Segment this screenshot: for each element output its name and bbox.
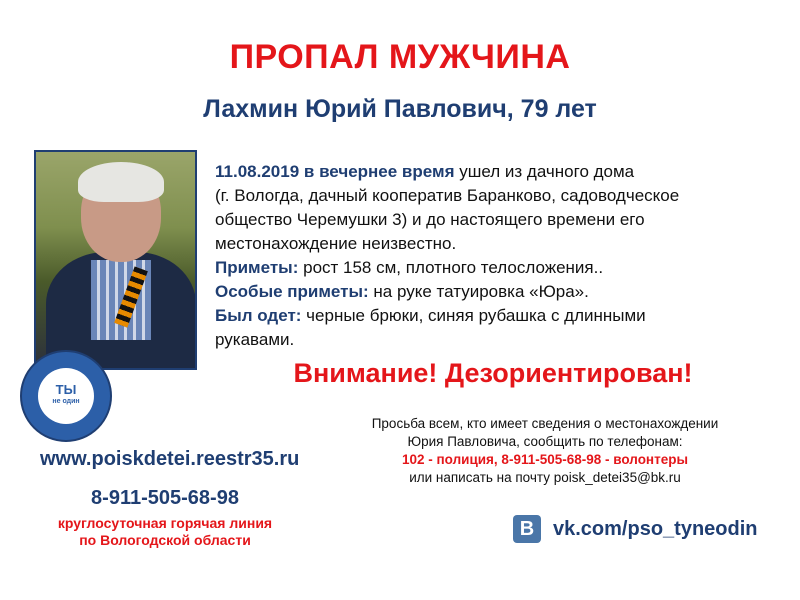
request-line-1: Просьба всем, кто имеет сведения о местонахождении: [371, 416, 719, 431]
vk-link[interactable]: vk.com/pso_tyneodin: [553, 517, 758, 540]
request-email: или написать на почту poisk_detei35@bk.ru: [409, 470, 681, 485]
hotline-caption: круглосуточная горячая линия по Вологодской области: [57, 515, 273, 548]
warning-text: Внимание! Дезориентирован!: [293, 358, 693, 388]
hotline-phone[interactable]: 8-911-505-68-98: [91, 487, 239, 509]
request-phones: 102 - полиция, 8-911-505-68-98 - волонтеры: [402, 452, 688, 467]
clothes-line-2: рукавами.: [215, 330, 295, 349]
description-line-3: общество Черемушки 3) и до настоящего времени его: [215, 210, 645, 229]
description-block: [215, 160, 785, 352]
description-line-2: (г. Вологда, дачный кооператив Баранково, садоводческое: [215, 186, 680, 205]
description-line-1: 11.08.2019 в вечернее время ушел из дачного дома: [215, 162, 635, 181]
missing-person-name: Лахмин Юрий Павлович, 79 лет: [203, 95, 597, 123]
search-team-logo: ТЫ не один: [20, 350, 112, 442]
vk-link-block[interactable]: [513, 515, 758, 543]
clothes-line: Был одет: черные брюки, синяя рубашка с длинными: [215, 306, 646, 325]
request-line-2: Юрия Павловича, сообщить по телефонам:: [407, 434, 683, 449]
contact-request: [325, 415, 765, 487]
description-line-4: местонахождение неизвестно.: [215, 234, 457, 253]
poster-title: ПРОПАЛ МУЖЧИНА: [229, 38, 571, 76]
special-signs-line: Особые приметы: на руке татуировка «Юра».: [215, 282, 589, 301]
vk-icon: B: [513, 515, 541, 543]
signs-line: Приметы: рост 158 см, плотного телосложения..: [215, 258, 604, 277]
missing-person-photo: [34, 150, 197, 370]
website-link[interactable]: www.poiskdetei.reestr35.ru: [40, 448, 300, 470]
